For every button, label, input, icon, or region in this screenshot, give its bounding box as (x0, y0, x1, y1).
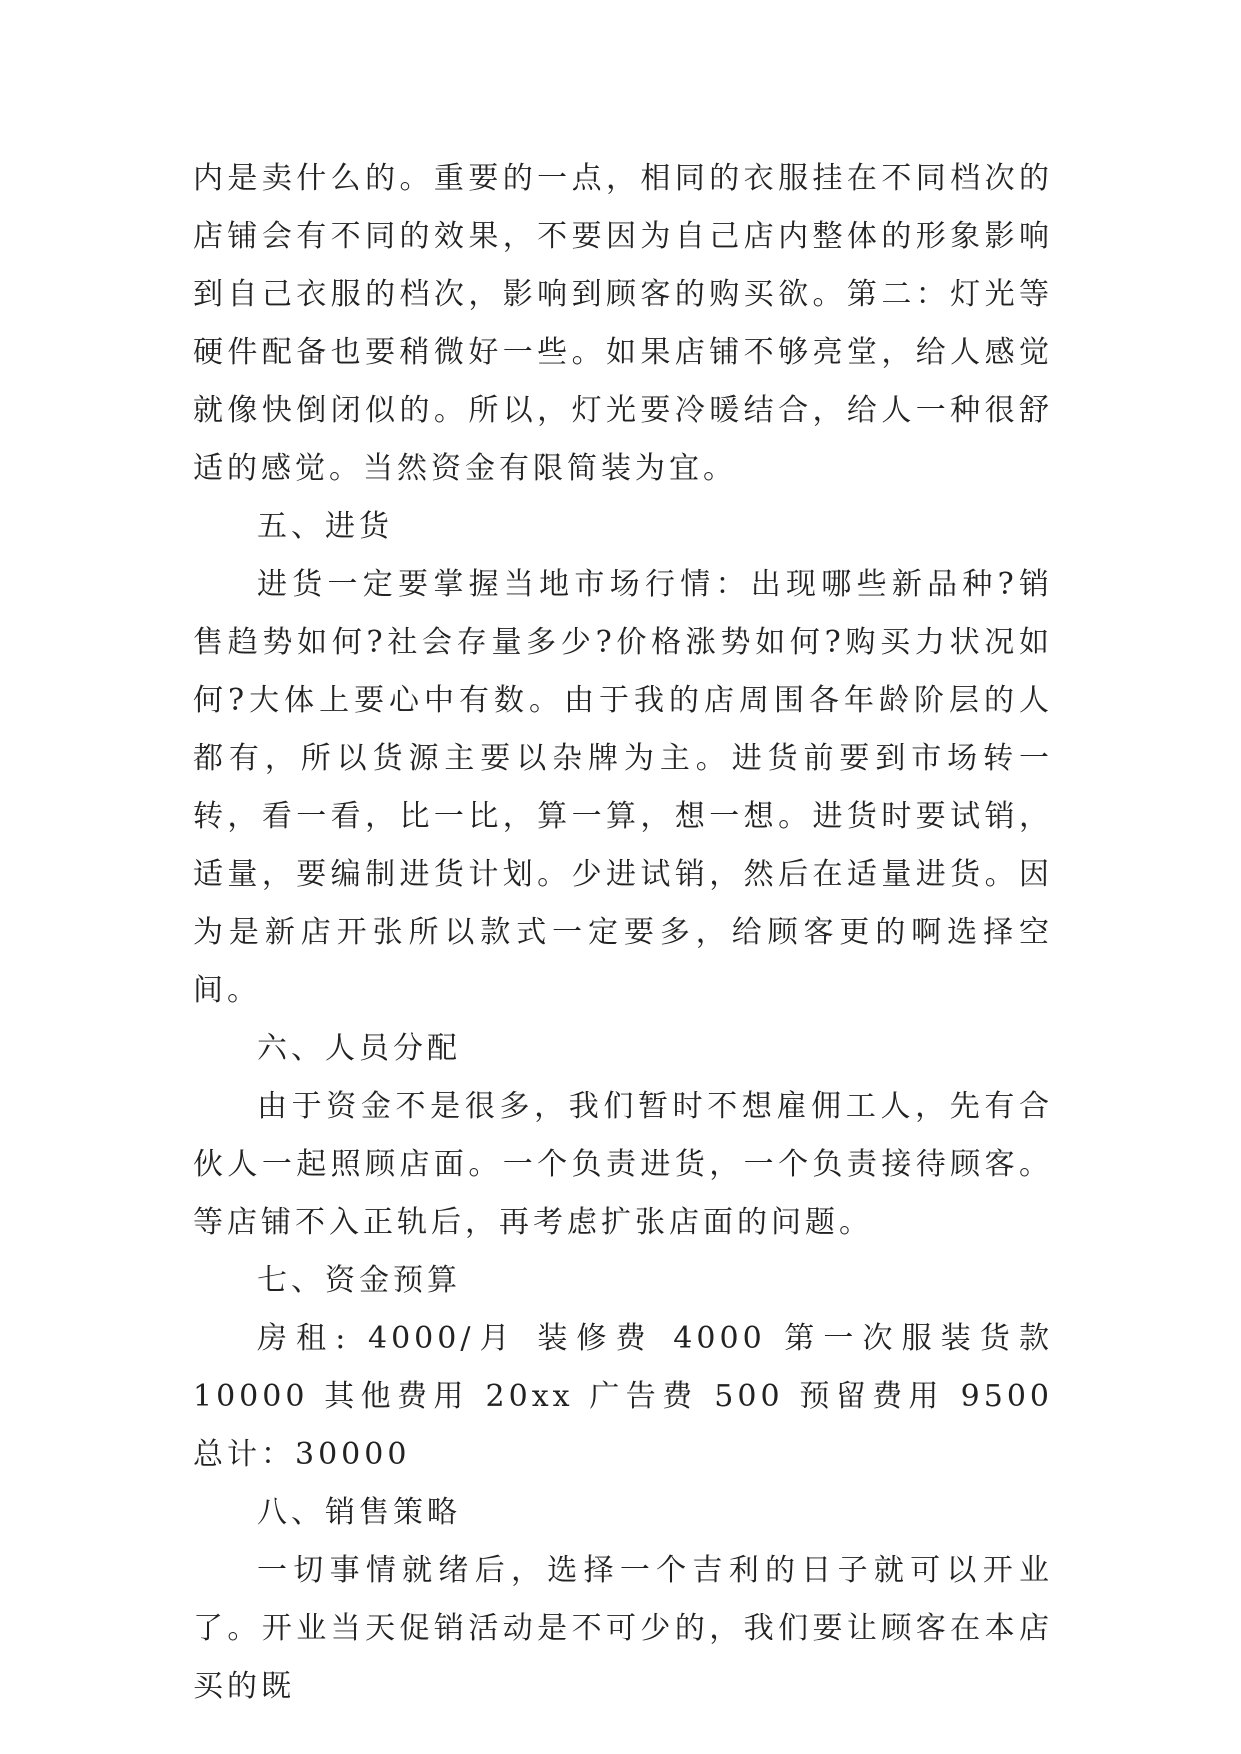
paragraph-sales-strategy: 一切事情就绪后，选择一个吉利的日子就可以开业了。开业当天促销活动是不可少的，我们要让顾客在本店买的既 (193, 1553, 1053, 1704)
document-body (193, 150, 1053, 1716)
paragraph-budget: 房租: 4000/月 装修费 4000 第一次服装货款 10000 其他费用 20xx 广告费 500 预留费用 9500 总计：30000 (193, 1321, 1053, 1472)
heading-budget: 七、资金预算 (257, 1263, 461, 1298)
heading-staffing: 六、人员分配 (257, 1031, 461, 1066)
paragraph-staffing: 由于资金不是很多，我们暂时不想雇佣工人，先有合伙人一起照顾店面。一个负责进货，一个负责接待顾客。等店铺不入正轨后，再考虑扩张店面的问题。 (193, 1089, 1053, 1240)
heading-sales-strategy: 八、销售策略 (257, 1495, 461, 1530)
heading-purchasing: 五、进货 (257, 509, 393, 544)
paragraph-intro-continued: 内是卖什么的。重要的一点，相同的衣服挂在不同档次的店铺会有不同的效果，不要因为自己店内整体的形象影响到自己衣服的档次，影响到顾客的购买欲。第二：灯光等硬件配备也要稍微好一些。如果店铺不够亮堂，给人感觉就像快倒闭似的。所以，灯光要冷暖结合，给人一种很舒适的感觉。当然资金有限简装为宜。 (193, 161, 1053, 486)
paragraph-purchasing: 进货一定要掌握当地市场行情：出现哪些新品种?销售趋势如何?社会存量多少?价格涨势如何?购买力状况如何?大体上要心中有数。由于我的店周围各年龄阶层的人都有，所以货源主要以杂牌为主。进货前要到市场转一转，看一看，比一比，算一算，想一想。进货时要试销，适量，要编制进货计划。少进试销，然后在适量进货。因为是新店开张所以款式一定要多，给顾客更的啊选择空间。 (193, 567, 1053, 1008)
